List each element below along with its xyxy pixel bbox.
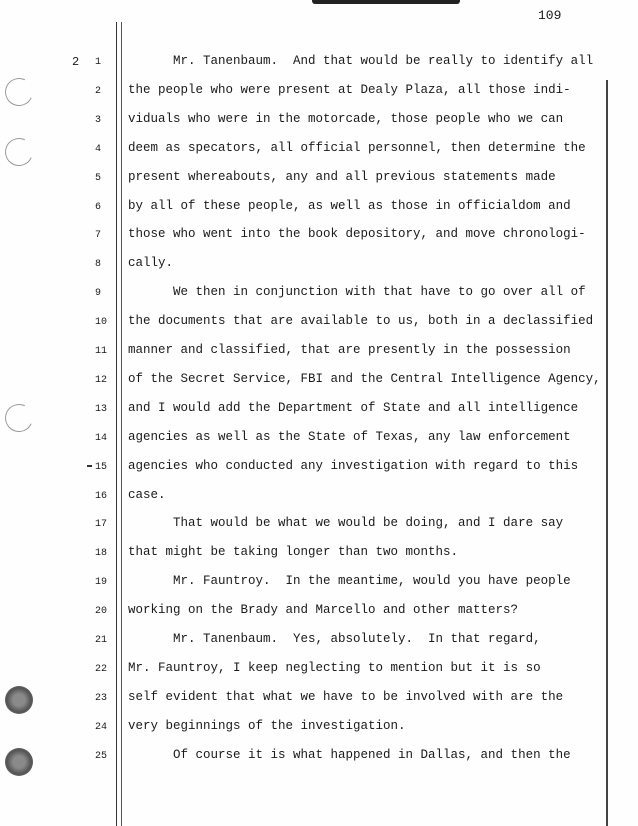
transcript-line: the people who were present at Dealy Plaza, all those indi- [128, 82, 571, 97]
line-number: 2 [95, 85, 102, 97]
transcript-line: That would be what we would be doing, and I dare say [128, 516, 564, 531]
transcript-line: case. [128, 487, 166, 502]
line-number: 25 [95, 750, 108, 762]
transcript-line: agencies as well as the State of Texas, any law enforcement [128, 429, 571, 444]
side-number: 2 [72, 55, 80, 69]
transcript-line: and I would add the Department of State and all intelligence [128, 400, 579, 415]
margin-tick-mark [87, 465, 92, 467]
line-number: 1 [95, 57, 102, 68]
top-edge-mark [312, 0, 460, 4]
line-number: 5 [95, 172, 102, 184]
transcript-line: Mr. Fauntroy. In the meantime, would you have people [128, 574, 571, 589]
transcript-line: agencies who conducted any investigation with regard to this [128, 458, 579, 473]
line-number: 4 [95, 143, 102, 155]
line-number: 11 [95, 346, 108, 357]
line-number: 16 [95, 490, 108, 502]
transcript-line: present whereabouts, any and all previous statements made [128, 169, 556, 184]
line-number: 9 [95, 288, 102, 300]
transcript-line: the documents that are available to us, both in a declassified [128, 314, 594, 329]
line-number: 10 [95, 317, 108, 329]
line-number: 12 [95, 374, 108, 386]
line-number: 17 [95, 519, 108, 531]
punch-hole-outline [1, 74, 37, 110]
page-number: 109 [538, 8, 562, 23]
transcript-line: Mr. Fauntroy, I keep neglecting to mention but it is so [128, 660, 541, 675]
transcript-line: viduals who were in the motorcade, those people who we can [128, 111, 564, 126]
transcript-line: manner and classified, that are presently in the possession [128, 343, 571, 357]
line-number: 24 [95, 721, 108, 733]
transcript-line: very beginnings of the investigation. [128, 718, 406, 733]
line-number: 21 [95, 635, 108, 646]
left-margin-rule [116, 22, 122, 826]
transcript-line: self evident that what we have to be involved with are the [128, 689, 564, 704]
line-number: 18 [95, 548, 108, 560]
line-number: 22 [95, 663, 108, 675]
line-number: 13 [95, 403, 108, 415]
line-number: 20 [95, 606, 108, 618]
line-number: 6 [95, 201, 102, 213]
line-number: 23 [95, 692, 108, 704]
transcript-line: deem as specators, all official personnel, then determine the [128, 140, 586, 155]
transcript-line: of the Secret Service, FBI and the Central Intelligence Agency, [128, 371, 601, 386]
transcript-line: those who went into the book depository, and move chronologi- [128, 227, 586, 242]
transcript-line: working on the Brady and Marcello and other matters? [128, 603, 519, 618]
right-margin-rule [606, 80, 608, 826]
transcript-line: cally. [128, 256, 174, 271]
transcript-line: Mr. Tanenbaum. And that would be really to identify all [128, 54, 594, 68]
line-number: 8 [95, 259, 102, 271]
line-number: 14 [95, 432, 108, 444]
transcript-line: We then in conjunction with that have to go over all of [128, 285, 586, 300]
line-number: 3 [95, 114, 102, 126]
line-number: 19 [95, 577, 108, 589]
transcript-line: Mr. Tanenbaum. Yes, absolutely. In that regard, [128, 632, 541, 646]
punch-hole [5, 686, 33, 714]
punch-hole [5, 748, 33, 776]
line-number: 7 [95, 230, 102, 242]
transcript-line: that might be taking longer than two months. [128, 545, 459, 560]
punch-hole-outline [1, 134, 37, 170]
transcript-line: by all of these people, as well as those in officialdom and [128, 198, 571, 213]
punch-hole-outline [1, 400, 37, 436]
line-number: 15 [95, 461, 108, 473]
transcript-line: Of course it is what happened in Dallas, and then the [128, 747, 571, 762]
